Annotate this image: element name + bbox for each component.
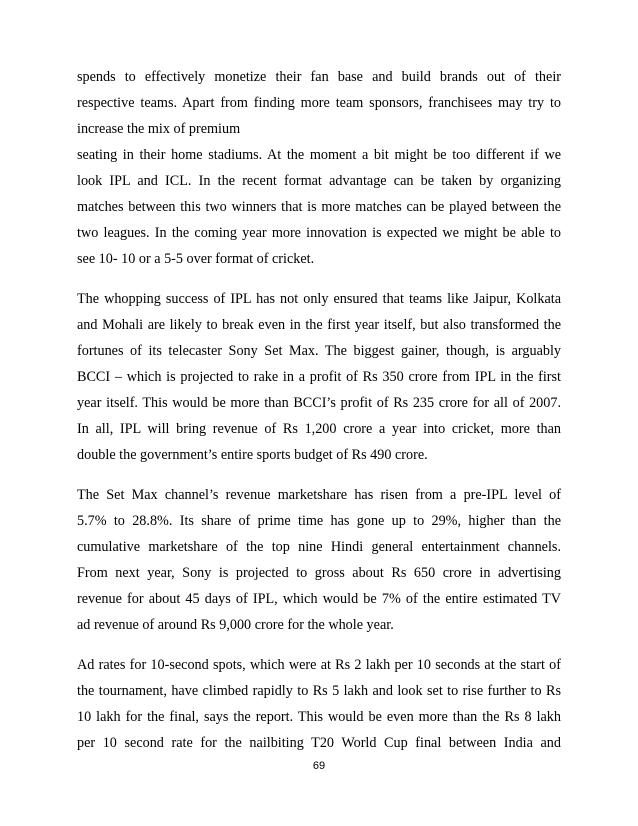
text-line: 5.7% to 28.8%. Its share of prime time has gone up to 29%, higher than the: [77, 513, 561, 529]
text-line: Ad rates for 10-second spots, which were at Rs 2 lakh per 10 seconds at the start of: [77, 657, 561, 673]
text-line: From next year, Sony is projected to gross about Rs 650 crore in advertising: [77, 565, 561, 581]
paragraph-2: [77, 286, 561, 468]
text-line: The whopping success of IPL has not only ensured that teams like Jaipur, Kolkata: [77, 291, 561, 307]
text-line: cumulative marketshare of the top nine Hindi general entertainment channels.: [77, 539, 561, 555]
text-line: The Set Max channel’s revenue marketshare has risen from a pre-IPL level of: [77, 487, 561, 503]
page-number: 69: [312, 760, 326, 772]
text-line: fortunes of its telecaster Sony Set Max. The biggest gainer, though, is arguably: [77, 343, 561, 359]
paragraph-1: [77, 64, 561, 272]
text-line: ad revenue of around Rs 9,000 crore for the whole year.: [77, 617, 394, 633]
text-line: In all, IPL will bring revenue of Rs 1,200 crore a year into cricket, more than: [77, 421, 561, 437]
text-line: increase the mix of premium: [77, 121, 241, 137]
text-line: respective teams. Apart from finding more team sponsors, franchisees may try to: [77, 95, 561, 111]
text-line: seating in their home stadiums. At the moment a bit might be too different if we: [77, 147, 561, 163]
text-line: look IPL and ICL. In the recent format advantage can be taken by organizing: [77, 173, 561, 189]
document-body: [77, 64, 561, 770]
text-line: matches between this two winners that is more matches can be played between the: [77, 199, 561, 215]
text-line: year itself. This would be more than BCCI’s profit of Rs 235 crore for all of 2007.: [77, 395, 561, 411]
text-line: two leagues. In the coming year more innovation is expected we might be able to: [77, 225, 561, 241]
text-line: spends to effectively monetize their fan base and build brands out of their: [77, 69, 561, 85]
text-line: BCCI – which is projected to rake in a profit of Rs 350 crore from IPL in the first: [77, 369, 561, 385]
text-line: 10 lakh for the final, says the report. This would be even more than the Rs 8 lakh: [77, 709, 561, 725]
text-line: revenue for about 45 days of IPL, which would be 7% of the entire estimated TV: [77, 591, 561, 607]
text-line: and Mohali are likely to break even in the first year itself, but also transformed the: [77, 317, 561, 333]
text-line: the tournament, have climbed rapidly to Rs 5 lakh and look set to rise further to Rs: [77, 683, 561, 699]
paragraph-3: [77, 482, 561, 638]
text-line: see 10- 10 or a 5-5 over format of cricket.: [77, 251, 315, 267]
text-line: double the government’s entire sports budget of Rs 490 crore.: [77, 447, 428, 463]
paragraph-4: [77, 652, 561, 756]
text-line: per 10 second rate for the nailbiting T20 World Cup final between India and: [77, 735, 561, 751]
